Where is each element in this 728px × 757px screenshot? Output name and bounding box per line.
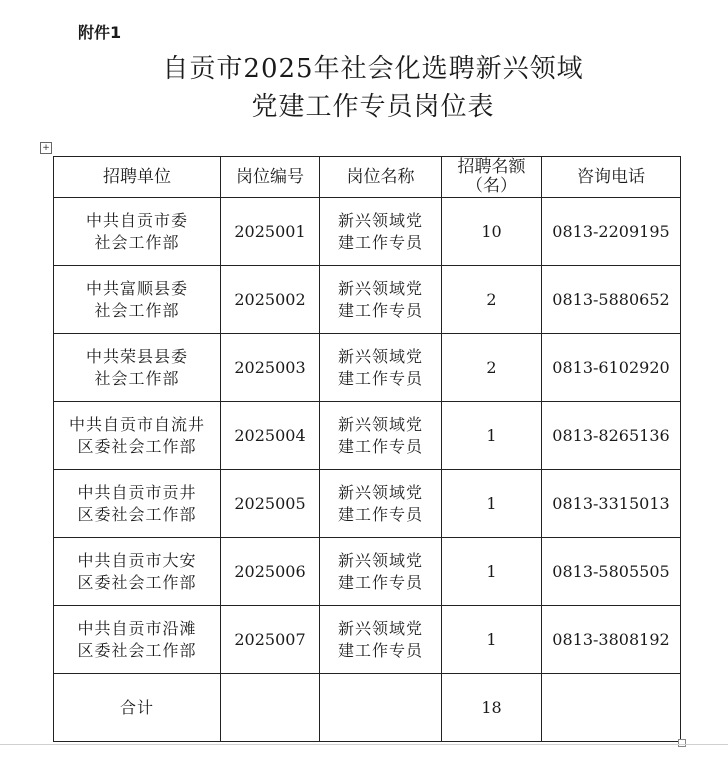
table-move-handle-icon[interactable]: + xyxy=(40,142,52,154)
header-code: 岗位编号 xyxy=(221,157,320,198)
cell-code: 2025002 xyxy=(221,266,320,334)
page-bottom-rule xyxy=(0,744,728,745)
total-label: 合计 xyxy=(54,674,221,742)
table-row xyxy=(54,198,681,266)
attachment-label: 附件1 xyxy=(78,23,122,42)
header-unit: 招聘单位 xyxy=(54,157,221,198)
header-quota: 招聘名额 （名） xyxy=(442,157,542,198)
cell-position: 新兴领域党 建工作专员 xyxy=(320,266,442,334)
cell-unit: 中共荣县县委 社会工作部 xyxy=(54,334,221,402)
cell-code: 2025001 xyxy=(221,198,320,266)
cell-code: 2025004 xyxy=(221,402,320,470)
cell-phone: 0813-5805505 xyxy=(542,538,681,606)
cell-quota: 1 xyxy=(442,402,542,470)
cell-phone: 0813-2209195 xyxy=(542,198,681,266)
table-row xyxy=(54,334,681,402)
cell-code: 2025006 xyxy=(221,538,320,606)
total-code xyxy=(221,674,320,742)
page-title-line-2: 党建工作专员岗位表 xyxy=(251,92,495,122)
cell-code: 2025003 xyxy=(221,334,320,402)
cell-position: 新兴领域党 建工作专员 xyxy=(320,470,442,538)
table-row xyxy=(54,470,681,538)
table-header-row xyxy=(54,157,681,198)
cell-phone: 0813-6102920 xyxy=(542,334,681,402)
cell-phone: 0813-8265136 xyxy=(542,402,681,470)
table-row xyxy=(54,402,681,470)
cell-phone: 0813-5880652 xyxy=(542,266,681,334)
cell-position: 新兴领域党 建工作专员 xyxy=(320,198,442,266)
cell-unit: 中共自贡市委 社会工作部 xyxy=(54,198,221,266)
table-row xyxy=(54,266,681,334)
cell-quota: 1 xyxy=(442,470,542,538)
cell-unit: 中共自贡市自流井 区委社会工作部 xyxy=(54,402,221,470)
cell-unit: 中共自贡市大安 区委社会工作部 xyxy=(54,538,221,606)
cell-quota: 1 xyxy=(442,606,542,674)
cell-position: 新兴领域党 建工作专员 xyxy=(320,402,442,470)
total-row xyxy=(54,674,681,742)
table-row xyxy=(54,538,681,606)
header-phone: 咨询电话 xyxy=(542,157,681,198)
cell-position: 新兴领域党 建工作专员 xyxy=(320,538,442,606)
cell-position: 新兴领域党 建工作专员 xyxy=(320,334,442,402)
cell-code: 2025007 xyxy=(221,606,320,674)
cell-phone: 0813-3315013 xyxy=(542,470,681,538)
header-position: 岗位名称 xyxy=(320,157,442,198)
position-table xyxy=(53,156,681,742)
cell-position: 新兴领域党 建工作专员 xyxy=(320,606,442,674)
cell-unit: 中共自贡市沿滩 区委社会工作部 xyxy=(54,606,221,674)
table-row xyxy=(54,606,681,674)
total-quota: 18 xyxy=(442,674,542,742)
cell-unit: 中共自贡市贡井 区委社会工作部 xyxy=(54,470,221,538)
page-title-line-1: 自贡市2025年社会化选聘新兴领域 xyxy=(162,54,584,84)
cell-unit: 中共富顺县委 社会工作部 xyxy=(54,266,221,334)
total-phone xyxy=(542,674,681,742)
cell-quota: 2 xyxy=(442,266,542,334)
table-resize-handle-icon[interactable] xyxy=(678,739,686,747)
cell-quota: 1 xyxy=(442,538,542,606)
cell-quota: 10 xyxy=(442,198,542,266)
cell-phone: 0813-3808192 xyxy=(542,606,681,674)
cell-quota: 2 xyxy=(442,334,542,402)
total-position xyxy=(320,674,442,742)
cell-code: 2025005 xyxy=(221,470,320,538)
